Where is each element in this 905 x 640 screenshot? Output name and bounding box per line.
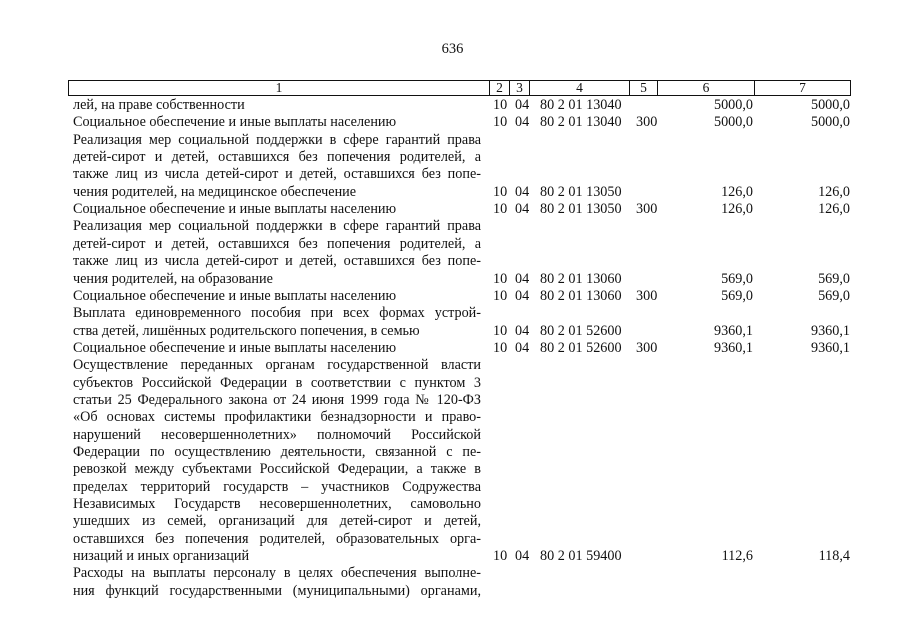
row-cell-c5: 300 (636, 287, 658, 304)
row-cell-c2: 10 (493, 270, 508, 287)
row-cell-c3: 04 (515, 339, 530, 356)
row-description: низаций и иных организаций (73, 548, 250, 565)
row-cell-c2: 10 (493, 183, 508, 200)
table-row (0, 409, 905, 426)
row-description: детей-сирот и детей, оставшихся без попечения родителей, а (73, 149, 481, 166)
row-description: ушедших из семей, организаций для детей-сирот и детей, (73, 513, 481, 530)
row-cell-c6: 9360,1 (713, 322, 753, 339)
table-row (0, 271, 905, 288)
page-number: 636 (441, 41, 464, 57)
table-row (0, 496, 905, 513)
table-row (0, 375, 905, 392)
table-row (0, 218, 905, 235)
row-cell-c3: 04 (515, 287, 530, 304)
table-row (0, 444, 905, 461)
table-row (0, 149, 905, 166)
row-cell-c7: 5000,0 (810, 97, 850, 113)
header-col-1: 1 (68, 80, 489, 96)
table-row (0, 201, 905, 218)
row-description: Независимых Государств несовершеннолетних, самовольно (73, 496, 481, 513)
row-cell-c7: 126,0 (818, 183, 850, 200)
row-cell-c5: 300 (636, 201, 658, 218)
header-col-4: 4 (529, 80, 629, 96)
row-cell-c7: 9360,1 (810, 322, 850, 339)
row-cell-c5: 300 (636, 339, 658, 356)
row-description: детей-сирот и детей, оставшихся без попечения родителей, а (73, 235, 481, 252)
row-cell-c7: 569,0 (818, 270, 850, 287)
row-description: также лиц из числа детей-сирот и детей, оставшихся без попе- (73, 166, 481, 183)
row-description: ства детей, лишённых родительского попечения, в семью (73, 322, 420, 339)
table-row (0, 97, 905, 114)
row-description: Социальное обеспечение и иные выплаты населению (73, 114, 397, 131)
table-row (0, 166, 905, 183)
table-row (0, 531, 905, 548)
table-row (0, 357, 905, 374)
row-cell-c4: 80 2 01 13040 (540, 114, 622, 131)
row-description: пределах территорий государств – участников Содружества (73, 478, 481, 495)
row-cell-c2: 10 (493, 201, 508, 218)
header-col-7: 7 (754, 80, 851, 96)
row-cell-c2: 10 (493, 548, 508, 565)
row-cell-c6: 112,6 (721, 548, 753, 565)
table-row (0, 288, 905, 305)
row-cell-c3: 04 (515, 114, 530, 131)
row-description: Выплата единовременного пособия при всех формах устрой- (73, 305, 481, 322)
header-col-5: 5 (629, 80, 657, 96)
table-row (0, 548, 905, 565)
row-cell-c3: 04 (515, 201, 530, 218)
header-col-6: 6 (657, 80, 754, 96)
row-cell-c7: 9360,1 (810, 339, 850, 356)
row-cell-c4: 80 2 01 52600 (540, 339, 622, 356)
row-cell-c3: 04 (515, 322, 530, 339)
row-description: Социальное обеспечение и иные выплаты населению (73, 339, 397, 356)
row-cell-c2: 10 (493, 339, 508, 356)
row-description: субъектов Российской Федерации в соответствии с пунктом 3 (73, 374, 481, 391)
row-description: ревозкой между субъектами Российской Федерации, а также в (73, 461, 481, 478)
row-description: Социальное обеспечение и иные выплаты населению (73, 287, 397, 304)
table-row (0, 583, 905, 600)
row-description: чения родителей, на образование (73, 270, 273, 287)
row-cell-c2: 10 (493, 322, 508, 339)
row-cell-c4: 80 2 01 13040 (540, 97, 622, 113)
table-row (0, 253, 905, 270)
row-cell-c3: 04 (515, 270, 530, 287)
row-cell-c6: 5000,0 (713, 97, 753, 113)
row-cell-c7: 5000,0 (810, 114, 850, 131)
table-row (0, 479, 905, 496)
row-cell-c2: 10 (493, 114, 508, 131)
table-row (0, 340, 905, 357)
table-row (0, 392, 905, 409)
row-cell-c3: 04 (515, 97, 530, 113)
table-row (0, 184, 905, 201)
row-cell-c7: 126,0 (818, 201, 850, 218)
table-row (0, 461, 905, 478)
row-cell-c4: 80 2 01 52600 (540, 322, 622, 339)
row-cell-c6: 569,0 (721, 270, 753, 287)
row-description: Социальное обеспечение и иные выплаты населению (73, 201, 397, 218)
table-row (0, 323, 905, 340)
row-cell-c2: 10 (493, 287, 508, 304)
row-cell-c4: 80 2 01 13050 (540, 201, 622, 218)
row-cell-c6: 5000,0 (713, 114, 753, 131)
row-cell-c4: 80 2 01 13050 (540, 183, 622, 200)
header-col-3: 3 (509, 80, 529, 96)
row-description: также лиц из числа детей-сирот и детей, оставшихся без попе- (73, 253, 481, 270)
table-row (0, 427, 905, 444)
row-cell-c6: 569,0 (721, 287, 753, 304)
table-row (0, 236, 905, 253)
table-row (0, 305, 905, 322)
table-row (0, 513, 905, 530)
row-cell-c4: 80 2 01 59400 (540, 548, 622, 565)
row-cell-c4: 80 2 01 13060 (540, 270, 622, 287)
row-description: оставшихся без попечения родителей, образовательных орга- (73, 530, 481, 547)
table-row (0, 114, 905, 131)
row-description: лей, на праве собственности (73, 97, 245, 113)
row-description: статьи 25 Федерального закона от 24 июня 1999 года № 120-ФЗ (73, 391, 481, 408)
row-cell-c2: 10 (493, 97, 508, 113)
table-row (0, 132, 905, 149)
row-cell-c3: 04 (515, 548, 530, 565)
row-description: Федерации по осуществлению деятельности, связанной с пе- (73, 444, 481, 460)
row-description: ния функций государственными (муниципальными) органами, (73, 582, 481, 599)
row-description: «Об основах системы профилактики безнадзорности и право- (73, 409, 481, 426)
row-description: Осуществление переданных органам государственной власти (73, 357, 481, 374)
table-row (0, 565, 905, 582)
header-col-2: 2 (489, 80, 509, 96)
row-cell-c6: 126,0 (721, 201, 753, 218)
row-description: Реализация мер социальной поддержки в сфере гарантий права (73, 131, 481, 148)
row-cell-c3: 04 (515, 183, 530, 200)
row-description: Реализация мер социальной поддержки в сфере гарантий права (73, 218, 481, 235)
row-cell-c6: 126,0 (721, 183, 753, 200)
row-cell-c5: 300 (636, 114, 658, 131)
row-description: Расходы на выплаты персоналу в целях обеспечения выполне- (73, 565, 481, 582)
row-cell-c7: 118,4 (818, 548, 850, 565)
row-cell-c7: 569,0 (818, 287, 850, 304)
row-description: чения родителей, на медицинское обеспечение (73, 183, 357, 200)
row-description: нарушений несовершеннолетних» полномочий Российской (73, 426, 481, 443)
row-cell-c4: 80 2 01 13060 (540, 287, 622, 304)
row-cell-c6: 9360,1 (713, 339, 753, 356)
